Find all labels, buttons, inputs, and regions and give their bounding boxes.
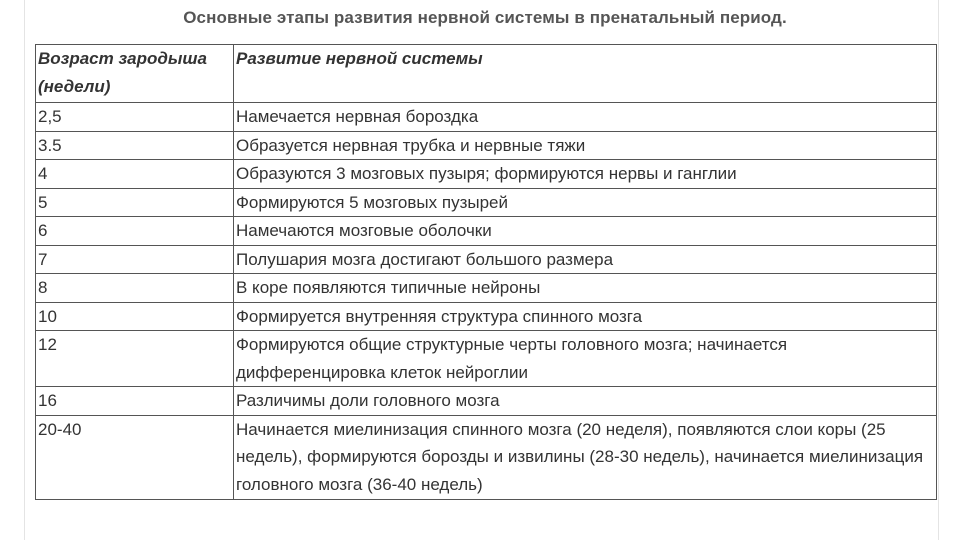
table-row [36,217,937,246]
age-cell: 20-40 [36,415,234,499]
age-cell: 2,5 [36,103,234,132]
development-cell: Различимы доли головного мозга [234,387,937,416]
age-cell: 3.5 [36,131,234,160]
table-row [36,188,937,217]
table-row [36,160,937,189]
development-cell: Формируются общие структурные черты головного мозга; начинается дифференцировка клеток нейроглии [234,331,937,387]
development-cell: Формируются 5 мозговых пузырей [234,188,937,217]
development-cell: Намечается нервная бороздка [234,103,937,132]
header-cell-development: Развитие нервной системы [234,45,937,103]
table-row [36,131,937,160]
table-row [36,274,937,303]
age-cell: 10 [36,302,234,331]
development-cell: Начинается миелинизация спинного мозга (20 неделя), появляются слои коры (25 недель), формируются борозды и извилины (28-30 недель), начинается миелинизация головного мозга (36-40 недель) [234,415,937,499]
development-cell: Полушария мозга достигают большого размера [234,245,937,274]
age-cell: 8 [36,274,234,303]
age-cell: 5 [36,188,234,217]
age-cell: 16 [36,387,234,416]
development-cell: Образуются 3 мозговых пузыря; формируются нервы и ганглии [234,160,937,189]
development-cell: Образуется нервная трубка и нервные тяжи [234,131,937,160]
age-cell: 12 [36,331,234,387]
table-row [36,245,937,274]
table-row [36,302,937,331]
table-row [36,415,937,499]
page-title: Основные этапы развития нервной системы в пренатальный период. [183,8,787,27]
age-cell: 6 [36,217,234,246]
development-cell: Формируется внутренняя структура спинного мозга [234,302,937,331]
stages-table [35,44,937,500]
table-row [36,387,937,416]
age-cell: 7 [36,245,234,274]
age-cell: 4 [36,160,234,189]
table-header-row [36,45,937,103]
header-cell-age: Возраст зародыша (недели) [36,45,234,103]
table-row [36,331,937,387]
table-row [36,103,937,132]
development-cell: В коре появляются типичные нейроны [234,274,937,303]
development-cell: Намечаются мозговые оболочки [234,217,937,246]
